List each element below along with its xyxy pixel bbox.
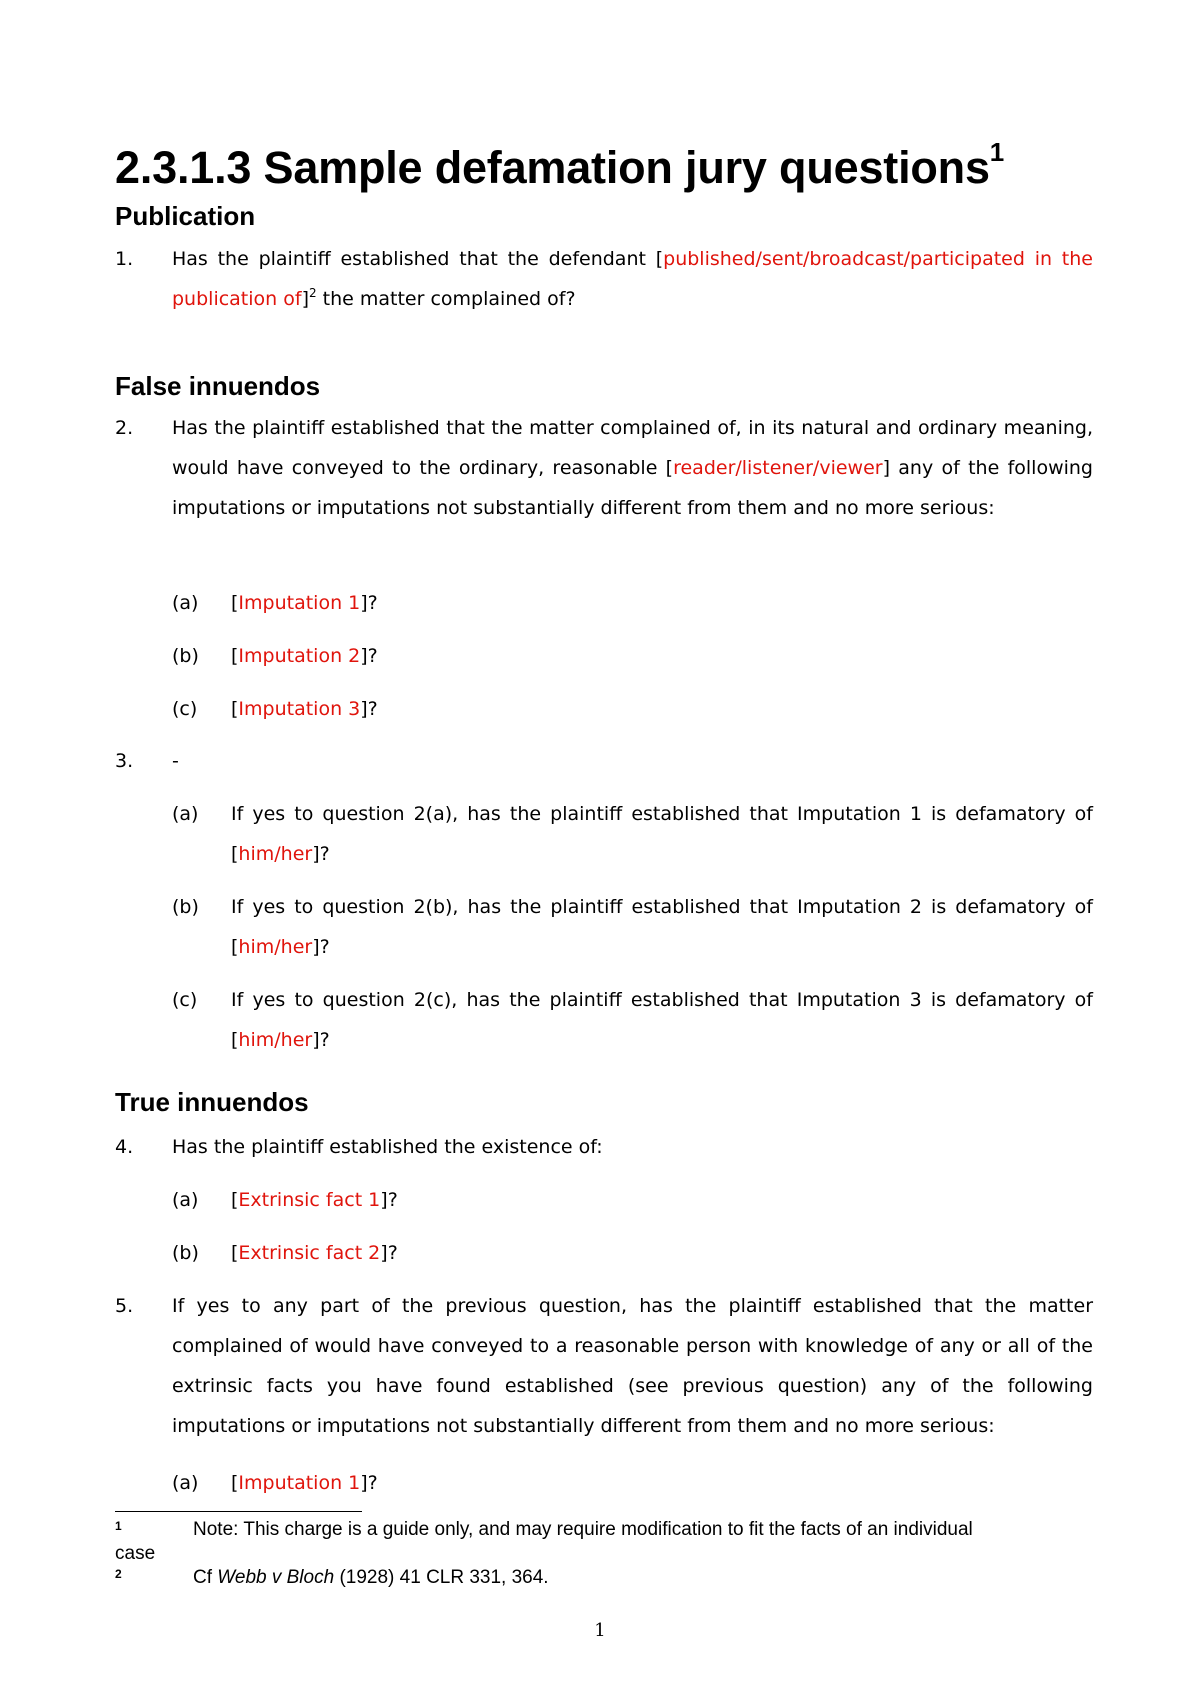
heading-publication: Publication bbox=[115, 201, 256, 231]
placeholder-text: reader/listener/viewer bbox=[673, 457, 883, 479]
question-number: 5. bbox=[115, 1295, 134, 1317]
footnote-1: 1 Note: This charge is a guide only, and may require modification to fit the facts of an individual case bbox=[115, 1519, 973, 1564]
heading-true-innuendos: True innuendos bbox=[115, 1087, 309, 1117]
question-number: 4. bbox=[115, 1136, 134, 1158]
sub-item: (c) If yes to question 2(c), has the plaintiff established that Imputation 3 is defamatory of [him/her]? bbox=[172, 989, 1093, 1051]
question-number: 2. bbox=[115, 417, 134, 439]
sub-item: (a) If yes to question 2(a), has the plaintiff established that Imputation 1 is defamatory of [him/her]? bbox=[172, 803, 1093, 865]
question-number: 1. bbox=[115, 248, 134, 270]
sub-item: (b) If yes to question 2(b), has the plaintiff established that Imputation 2 is defamatory of [him/her]? bbox=[172, 896, 1093, 958]
sub-item: (b) [Imputation 2]? bbox=[172, 645, 378, 667]
sub-item: (a) [Imputation 1]? bbox=[172, 1472, 378, 1494]
heading-false-innuendos: False innuendos bbox=[115, 371, 321, 401]
sub-item: (a) [Imputation 1]? bbox=[172, 592, 378, 614]
question-2: 2. Has the plaintiff established that the matter complained of, in its natural and ordinary meaning, would have conveyed to the ordinary, reasonable [reader/listener/viewer] any of the following imputations or imputations not substantially different from them and no more serious: bbox=[115, 408, 1093, 528]
question-1: 1. Has the plaintiff established that the defendant [published/sent/broadcast/participated in the publication of]$^2$ the matter complained of? bbox=[115, 239, 1093, 319]
sub-item: (b) [Extrinsic fact 2]? bbox=[172, 1242, 398, 1264]
question-number: 3. bbox=[115, 750, 134, 772]
footnote-2: 2 Cf Webb v Bloch (1928) 41 CLR 331, 364. bbox=[115, 1567, 549, 1588]
footnote-ref-1: 1 bbox=[989, 137, 1005, 167]
page-number: 1 bbox=[594, 1620, 606, 1641]
question-4: 4. Has the plaintiff established the existence of: bbox=[115, 1127, 1093, 1167]
footnote-separator bbox=[115, 1511, 362, 1512]
page-title: 2.3.1.3 Sample defamation jury questions$^1$ bbox=[115, 137, 1005, 193]
question-5: 5. If yes to any part of the previous question, has the plaintiff established that the matter complained of would have conveyed to a reasonable person with knowledge of any or all of the extrinsic facts you have found established (see previous question) any of the following imputations or imputations not substantially different from them and no more serious: bbox=[115, 1286, 1093, 1446]
sub-item: (c) [Imputation 3]? bbox=[172, 698, 378, 720]
sub-item: (a) [Extrinsic fact 1]? bbox=[172, 1189, 398, 1211]
placeholder-text: published/sent/broadcast/participated in the publication of bbox=[172, 248, 1093, 310]
question-3: 3. - bbox=[115, 741, 1093, 781]
footnote-ref-2: 2 bbox=[308, 286, 317, 300]
